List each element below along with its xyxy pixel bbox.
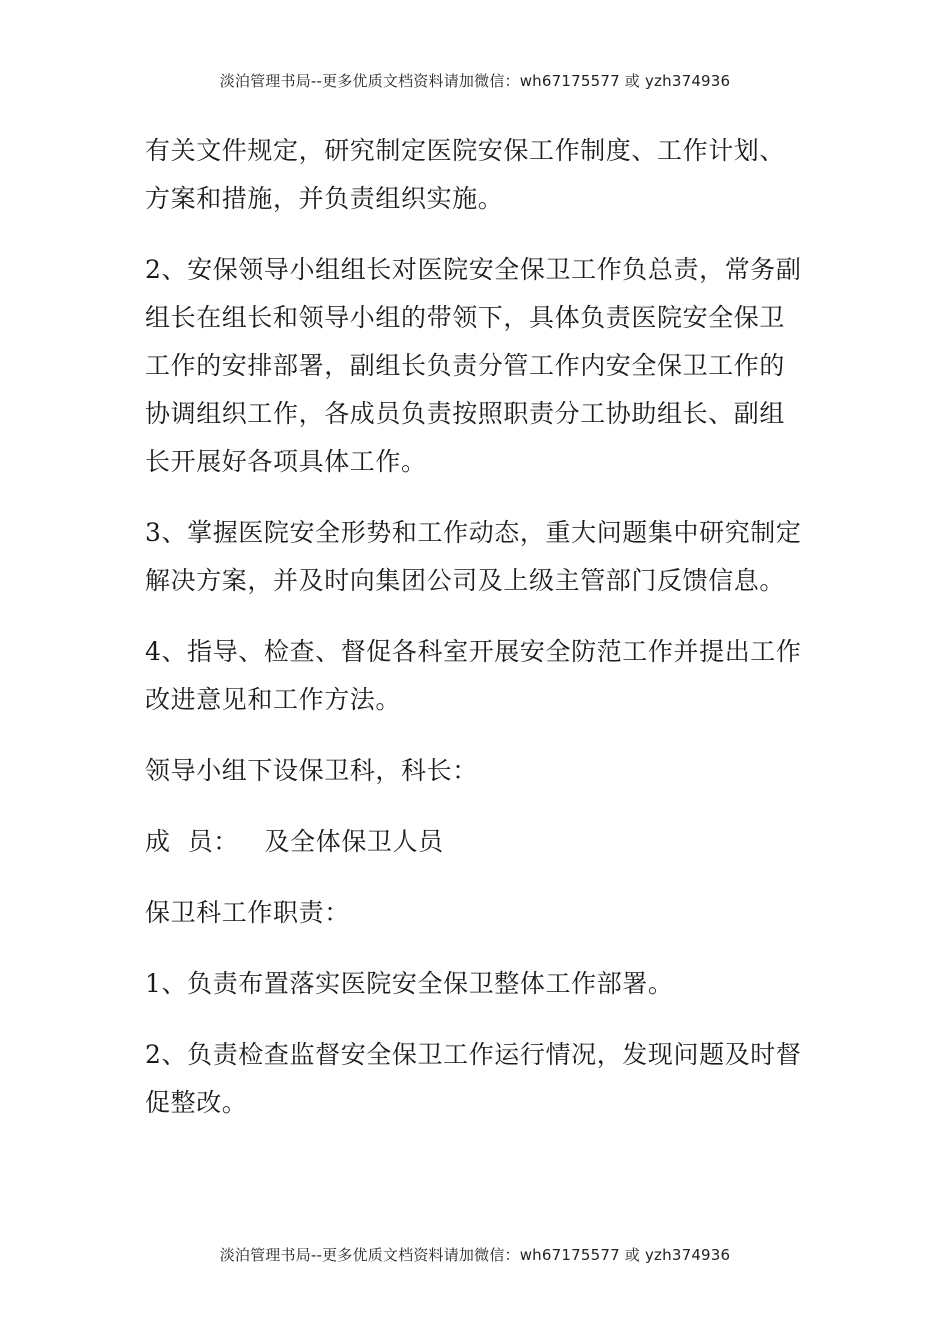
text-line: 改进意见和工作方法。 bbox=[145, 685, 402, 714]
text-line: 领导小组下设保卫科，科长： bbox=[145, 756, 478, 785]
page-footer: 淡泊管理书局--更多优质文档资料请加微信：wh67175577 或 yzh374936 bbox=[219, 1246, 731, 1264]
text-line: 4、指导、检查、督促各科室开展安全防范工作并提出工作 bbox=[145, 637, 802, 666]
text-line: 2、安保领导小组组长对医院安全保卫工作负总责，常务副 bbox=[145, 255, 802, 284]
paragraph-item-3-situation bbox=[145, 509, 810, 605]
paragraph-duty-2 bbox=[145, 1031, 810, 1127]
text-line: 促整改。 bbox=[145, 1088, 248, 1117]
paragraph-section-duties-heading bbox=[145, 889, 810, 937]
text-line: 保卫科工作职责： bbox=[145, 898, 350, 927]
text-line: 有关文件规定，研究制定医院安保工作制度、工作计划、 bbox=[145, 136, 786, 165]
paragraph-security-section-chief bbox=[145, 747, 810, 795]
text-line: 解决方案，并及时向集团公司及上级主管部门反馈信息。 bbox=[145, 566, 786, 595]
paragraph-members bbox=[145, 818, 810, 866]
paragraph-responsibilities-intro bbox=[145, 127, 810, 223]
text-line: 3、掌握医院安全形势和工作动态，重大问题集中研究制定 bbox=[145, 518, 802, 547]
text-line: 长开展好各项具体工作。 bbox=[145, 447, 427, 476]
document-body bbox=[145, 127, 810, 1150]
text-line: 工作的安排部署，副组长负责分管工作内安全保卫工作的 bbox=[145, 351, 786, 380]
text-line: 组长在组长和领导小组的带领下，具体负责医院安全保卫 bbox=[145, 303, 786, 332]
text-line: 2、负责检查监督安全保卫工作运行情况，发现问题及时督 bbox=[145, 1040, 802, 1069]
paragraph-item-2-leadership bbox=[145, 246, 810, 486]
text-line: 1、负责布置落实医院安全保卫整体工作部署。 bbox=[145, 969, 674, 998]
text-line: 成 员： 及全体保卫人员 bbox=[145, 827, 444, 856]
paragraph-item-4-guidance bbox=[145, 628, 810, 724]
text-line: 方案和措施，并负责组织实施。 bbox=[145, 184, 504, 213]
page-header: 淡泊管理书局--更多优质文档资料请加微信：wh67175577 或 yzh374936 bbox=[219, 72, 731, 90]
text-line: 协调组织工作，各成员负责按照职责分工协助组长、副组 bbox=[145, 399, 786, 428]
paragraph-duty-1 bbox=[145, 960, 810, 1008]
